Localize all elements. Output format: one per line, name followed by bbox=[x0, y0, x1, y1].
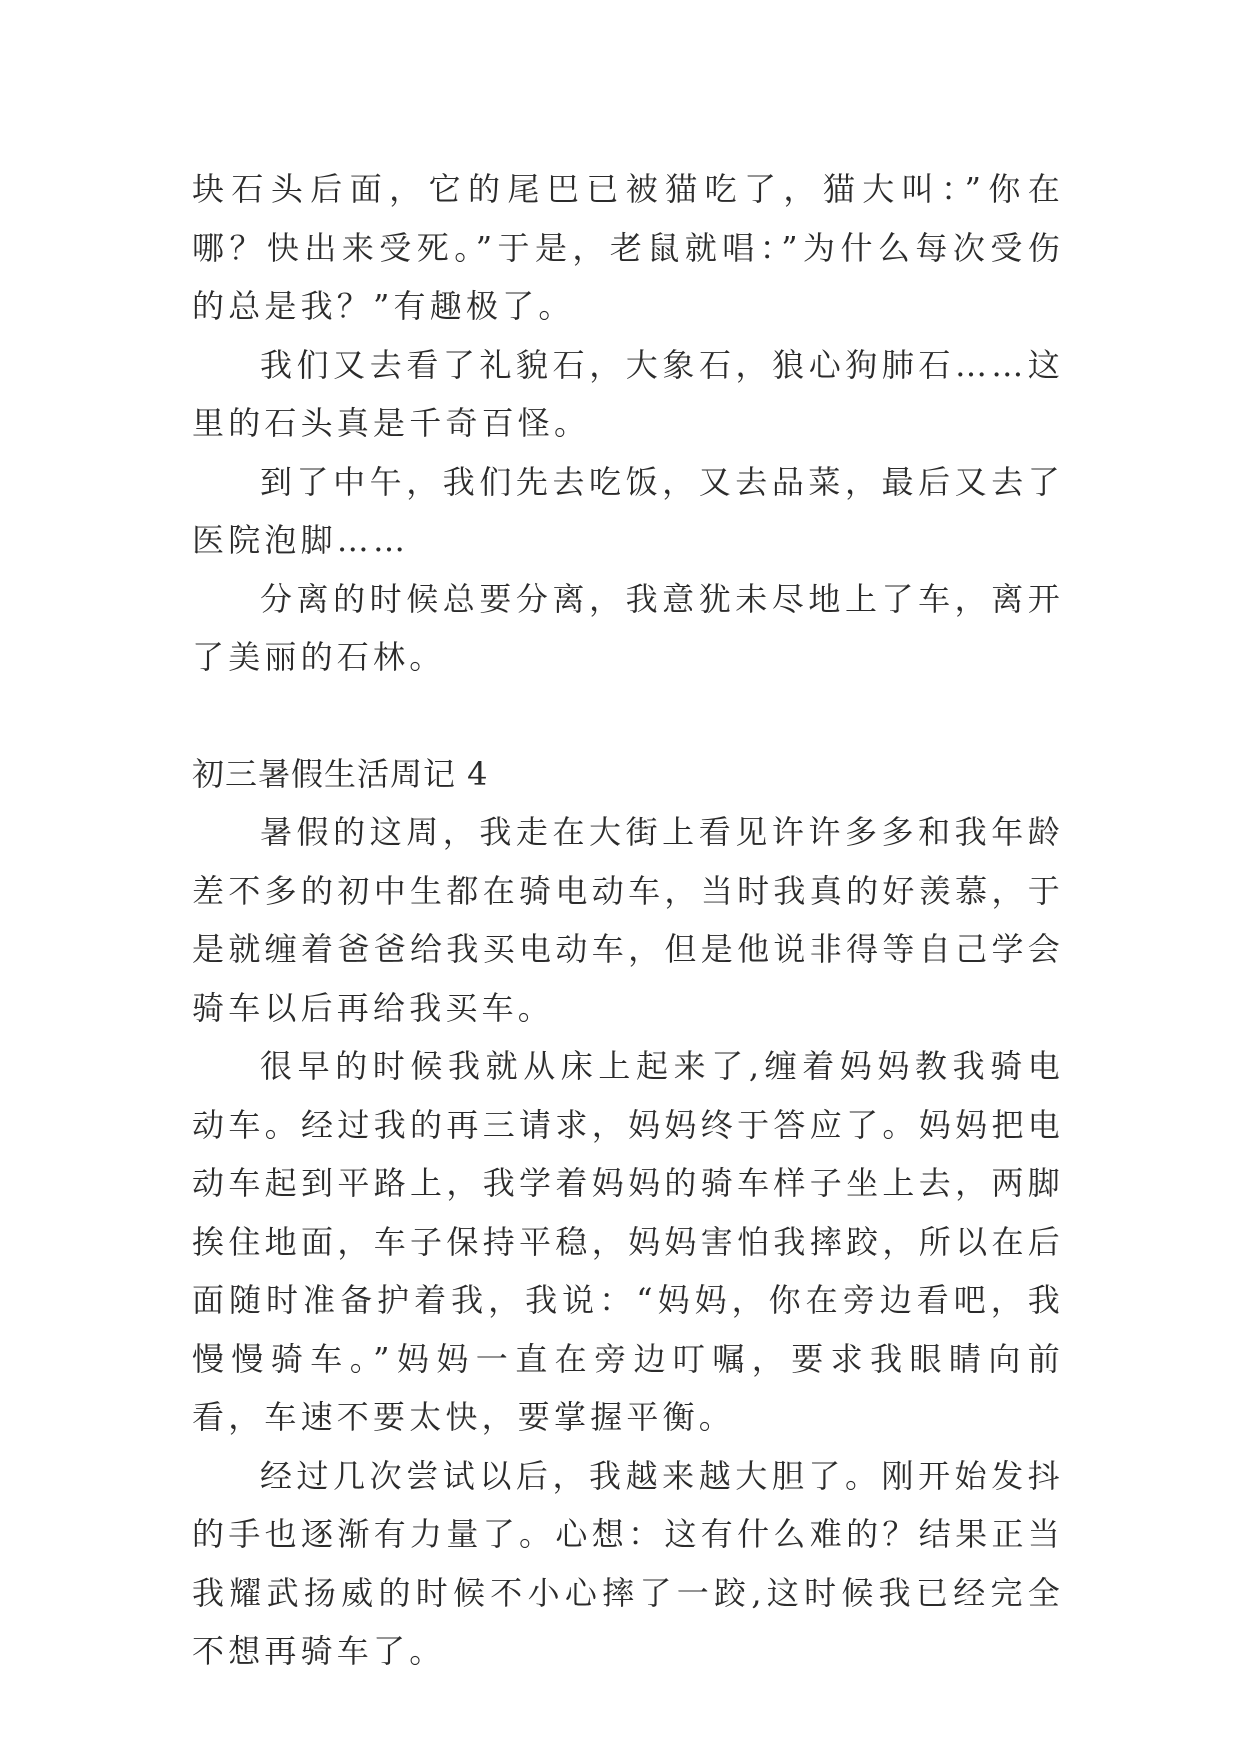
paragraph-learning-ride: 很早的时候我就从床上起来了,缠着妈妈教我骑电动车。经过我的再三请求，妈妈终于答应了。妈妈把电动车起到平路上，我学着妈妈的骑车样子坐上去，两脚挨住地面，车子保持平稳，妈妈害怕我摔跤，所以在后面随时准备护着我，我说：“妈妈，你在旁边看吧，我慢慢骑车。”妈妈一直在旁边叮嘱，要求我眼睛向前看，车速不要太快，要掌握平衡。 bbox=[192, 1047, 1064, 1436]
paragraph-stones: 我们又去看了礼貌石，大象石，狼心狗肺石……这里的石头真是千奇百怪。 bbox=[192, 345, 1064, 442]
document-body bbox=[192, 160, 1064, 1681]
paragraph-noon: 到了中午，我们先去吃饭，又去品菜，最后又去了医院泡脚…… bbox=[192, 462, 1064, 559]
section-heading: 初三暑假生活周记 4 bbox=[192, 754, 489, 793]
paragraph-attempts: 经过几次尝试以后，我越来越大胆了。刚开始发抖的手也逐渐有力量了。心想：这有什么难的？结果正当我耀武扬威的时候不小心摔了一跤,这时候我已经完全不想再骑车了。 bbox=[192, 1456, 1064, 1670]
paragraph-story-end: 块石头后面，它的尾巴已被猫吃了，猫大叫：”你在哪？快出来受死。”于是，老鼠就唱：”为什么每次受伤的总是我？”有趣极了。 bbox=[192, 170, 1064, 325]
paragraph-leaving: 分离的时候总要分离，我意犹未尽地上了车，离开了美丽的石林。 bbox=[192, 579, 1064, 676]
paragraph-summer-week: 暑假的这周，我走在大街上看见许许多多和我年龄差不多的初中生都在骑电动车，当时我真的好羡慕，于是就缠着爸爸给我买电动车，但是他说非得等自己学会骑车以后再给我买车。 bbox=[192, 813, 1064, 1027]
